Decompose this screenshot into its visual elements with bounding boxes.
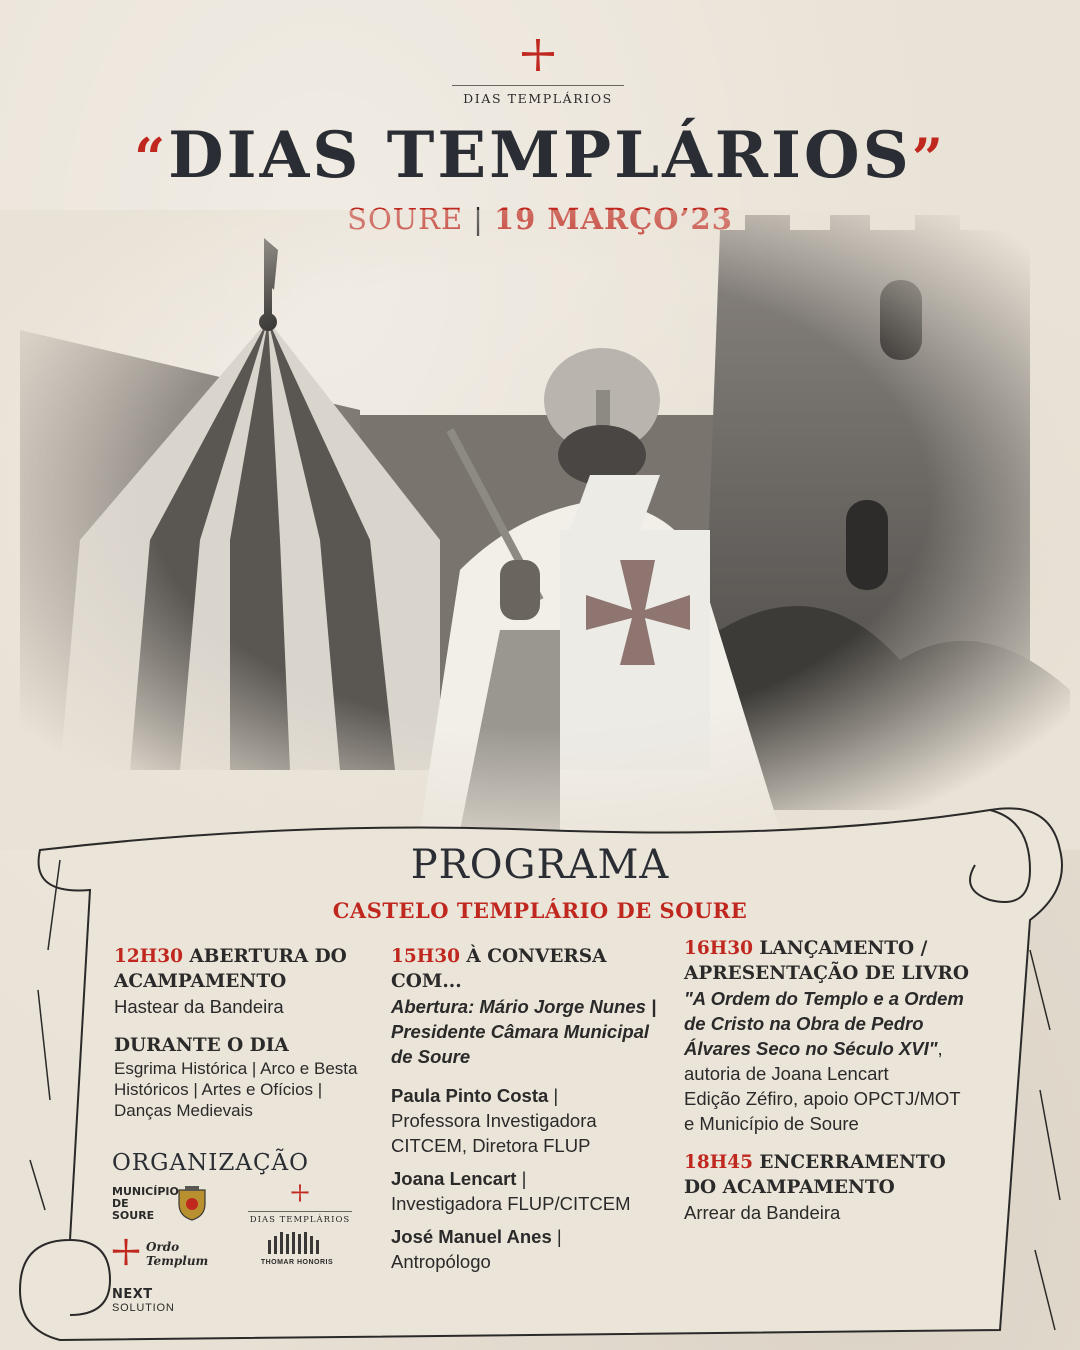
speaker-name: José Manuel Anes — [391, 1226, 552, 1247]
event-time: 12H30 — [114, 946, 183, 967]
book-title: "A Ordem do Templo e a Ordem de Cristo na Obra de Pedro Álvares Seco no Século XVI" — [684, 988, 964, 1059]
program-heading: PROGRAMA — [410, 842, 670, 888]
event-opening: Abertura: Mário Jorge Nunes | Presidente Câmara Municipal de Soure — [391, 996, 657, 1067]
event-time: 15H30 — [391, 946, 460, 967]
event-title-text: ENCERRAMENTO DO ACAMPAMENTO — [684, 1152, 946, 1198]
event-abertura — [114, 944, 376, 1019]
main-title — [0, 118, 1080, 193]
speaker: Joana Lencart | Investigadora FLUP/CITCEM — [391, 1166, 663, 1216]
event-body: Arrear da Bandeira — [684, 1202, 841, 1223]
logo-name: DIAS TEMPLÁRIOS — [463, 91, 613, 106]
municipio-name: MUNICÍPIO DE SOURE — [112, 1185, 179, 1222]
event-title: DURANTE O DIA — [114, 1035, 289, 1056]
event-title — [114, 944, 376, 994]
program-venue: CASTELO TEMPLÁRIO DE SOURE — [332, 898, 748, 923]
speaker: Paula Pinto Costa | Professora Investigadora CITCEM, Diretora FLUP — [391, 1083, 663, 1158]
close-quote: ” — [911, 126, 946, 190]
program-column-2 — [391, 944, 663, 1274]
dias-templarios-logo — [452, 38, 624, 106]
templar-cross-icon — [291, 1184, 309, 1202]
event-time: 16H30 — [684, 938, 753, 959]
ordo-templum-logo — [112, 1238, 222, 1271]
program-column-3 — [684, 936, 974, 1239]
templar-cross-icon — [521, 38, 555, 72]
speaker-role: Professora Investigadora CITCEM, Diretora FLUP — [391, 1110, 597, 1156]
event-body — [684, 986, 974, 1086]
speaker-role: Antropólogo — [391, 1251, 491, 1272]
speaker-role: Investigadora FLUP/CITCEM — [391, 1193, 631, 1214]
next-text: NEXT — [112, 1287, 153, 1302]
event-body: Esgrima Histórica | Arco e Besta Históricos | Artes e Ofícios | Danças Medievais — [114, 1059, 358, 1120]
speaker: José Manuel Anes | Antropólogo — [391, 1224, 663, 1274]
event-time: 18H45 — [684, 1152, 753, 1173]
next-solution-logo — [112, 1287, 175, 1314]
speaker-name: Paula Pinto Costa — [391, 1085, 549, 1106]
program-column-1 — [114, 944, 376, 1135]
logo-rule — [452, 85, 624, 86]
event-title-text: À CONVERSA COM... — [391, 946, 607, 992]
event-encerramento — [684, 1150, 974, 1225]
event-title-text: ABERTURA DO ACAMPAMENTO — [114, 946, 347, 992]
event-title — [684, 1150, 974, 1200]
event-body: Hastear da Bandeira — [114, 996, 284, 1017]
templar-cross-icon — [112, 1238, 140, 1266]
event-durante-o-dia — [114, 1033, 376, 1121]
open-quote: “ — [134, 126, 169, 190]
dias-templarios-small-logo — [248, 1184, 352, 1225]
knight-photo — [0, 210, 1080, 850]
thomar-honoris-logo — [258, 1232, 336, 1266]
event-conversa — [391, 944, 663, 1069]
event-title-text: LANÇAMENTO / APRESENTAÇÃO DE LIVRO — [684, 938, 969, 984]
event-lancamento — [684, 936, 974, 1136]
speaker-name: Joana Lencart — [391, 1168, 517, 1189]
title-text: DIAS TEMPLÁRIOS — [168, 118, 912, 193]
event-title — [684, 936, 974, 986]
coat-of-arms-icon — [176, 1186, 208, 1222]
organization-heading: ORGANIZAÇÃO — [112, 1150, 310, 1176]
book-edition: Edição Zéfiro, apoio OPCTJ/MOT e Município de Soure — [684, 1088, 961, 1134]
ordo-name: Ordo Templum — [146, 1240, 209, 1268]
event-title — [391, 944, 663, 994]
logo-name: DIAS TEMPLÁRIOS — [249, 1215, 351, 1225]
thomar-name: THOMAR HONORIS — [260, 1259, 334, 1266]
logo-rule — [248, 1211, 352, 1212]
thomar-honoris-icon — [262, 1232, 332, 1254]
book-author: , autoria de Joana Lencart — [684, 1038, 943, 1084]
solution-text: SOLUTION — [112, 1302, 175, 1314]
